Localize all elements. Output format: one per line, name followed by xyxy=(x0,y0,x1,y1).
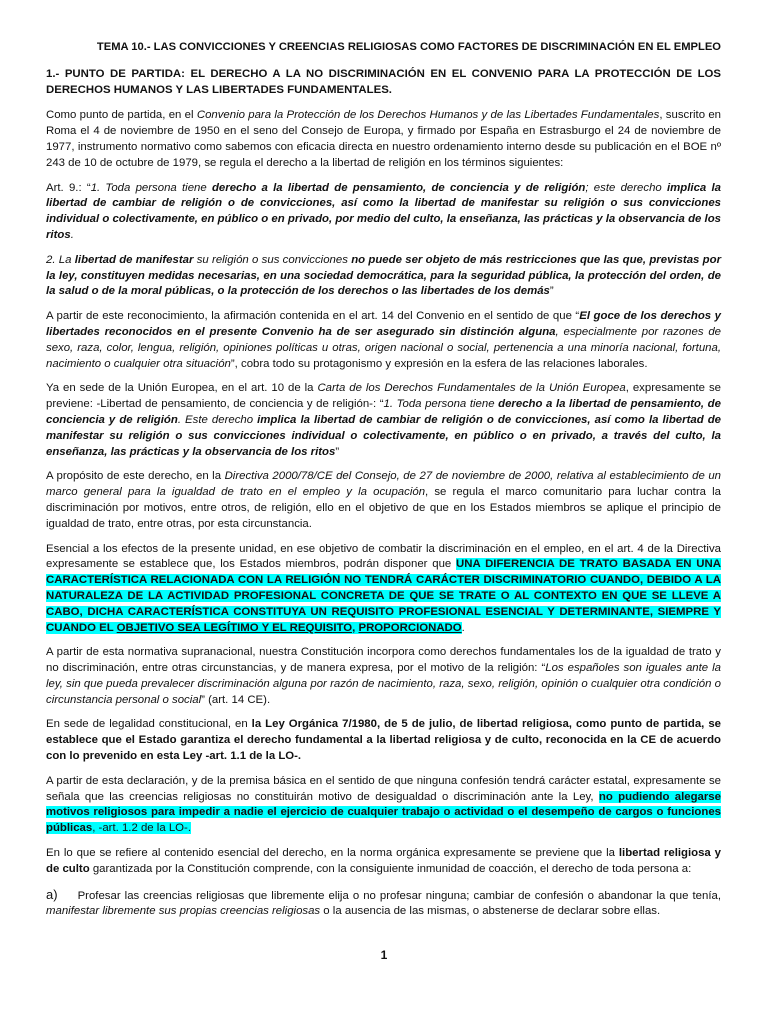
highlighted-underlined-text: PROPORCIONADO xyxy=(358,621,462,634)
paragraph-art9-1: Art. 9.: “1. Toda persona tiene derecho a la libertad de pensamiento, de conciencia y de religión; este derecho implica la libertad de cambiar de religión o de convicciones, así como la libertad de manifestar su religión o sus convicciones individual o colectivamente, en público o en privado, por medio del culto, la enseñanza, las prácticas y la observancia de los ritos. xyxy=(46,181,721,241)
paragraph-convenio-intro: Como punto de partida, en el Convenio para la Protección de los Derechos Humanos y de las Libertades Fundamentales, suscrito en Roma el 4 de noviembre de 1950 en el seno del Consejo de Europa, y firmado por España en Estrasburgo el 24 de noviembre de 1977, instrumento normativo como sabemos con eficacia directa en nuestro ordenamiento interno desde su publicación en el BOE nº 243 de 10 de octubre de 1979, se regula el derecho a la libertad de religión en los términos siguientes: xyxy=(46,109,721,169)
document-page xyxy=(46,40,721,929)
list-letter: a) xyxy=(46,886,58,902)
list-item-a: a) Profesar las creencias religiosas que libremente elija o no profesar ninguna; cambiar de confesión o abandonar la que tenía, manifestar libremente sus propias creencias religiosas o la ausencia de las mismas, o abstenerse de declarar sobre ellas. xyxy=(46,886,721,918)
paragraph-art4-directiva: Esencial a los efectos de la presente unidad, en ese objetivo de combatir la discriminación en el empleo, en el art. 4 de la Directiva expresamente se establece que, los Estados miembros, podrán disponer que UNA DIFERENCIA DE TRATO BASADA EN UNA CARACTERÍSTICA RELACIONADA CON LA RELIGIÓN NO TENDRÁ CARÁCTER DISCRIMINATORIO CUANDO, DEBIDO A LA NATURALEZA DE LA ACTIVIDAD PROFESIONAL CONCRETA DE QUE SE TRATE O AL CONTEXTO EN QUE SE LLEVE A CABO, DICHA CARACTERÍSTICA CONSTITUYA UN REQUISITO PROFESIONAL ESENCIAL Y DETERMINANTE, SIEMPRE Y CUANDO EL OBJETIVO SEA LEGÍTIMO Y EL REQUISITO, PROPORCIONADO. xyxy=(46,542,721,634)
document-title: TEMA 10.- LAS CONVICCIONES Y CREENCIAS RELIGIOSAS COMO FACTORES DE DISCRIMINACIÓN EN EL EMPLEO xyxy=(96,41,721,53)
section-heading-1: 1.- PUNTO DE PARTIDA: EL DERECHO A LA NO DISCRIMINACIÓN EN EL CONVENIO PARA LA PROTECCIÓN DE LOS DERECHOS HUMANOS Y LAS LIBERTADES FUNDAMENTALES. xyxy=(46,67,721,96)
highlighted-underlined-text: OBJETIVO SEA LEGÍTIMO Y EL REQUISITO xyxy=(116,621,353,634)
paragraph-premisa: A partir de esta declaración, y de la premisa básica en el sentido de que ninguna confesión tendrá carácter estatal, expresamente se señala que las creencias religiosas no constituirán motivo de desigualdad o discriminación ante la Ley, no pudiendo alegarse motivos religiosos para impedir a nadie el ejercicio de cualquier trabajo o actividad o el desempeño de cargos o funciones públicas, -art. 1.2 de la LO-. xyxy=(46,774,721,835)
highlighted-text: UNA DIFERENCIA DE TRATO BASADA EN UNA CARACTERÍSTICA RELACIONADA CON LA RELIGIÓN NO TENDRÁ CARÁCTER DISCRIMINATORIO CUANDO, DEBIDO A LA NATURALEZA DE LA ACTIVIDAD PROFESIONAL CONCRETA DE QUE SE TRATE O AL CONTEXTO EN QUE SE LLEVE A CABO, DICHA CARACTERÍSTICA CONSTITUYA UN REQUISITO PROFESIONAL ESENCIAL Y DETERMINANTE, SIEMPRE Y CUANDO EL xyxy=(46,558,721,634)
paragraph-carta-ue: Ya en sede de la Unión Europea, en el art. 10 de la Carta de los Derechos Fundamentales de la Unión Europea, expresamente se previene: -Libertad de pensamiento, de conciencia y de religión-: “1. Toda persona tiene derecho a la libertad de pensamiento, de conciencia y de religión. Este derecho implica la libertad de cambiar de religión o de convicciones, así como la libertad de manifestar su religión o sus convicciones individual o colectivamente, en público o en privado, a través del culto, la enseñanza, las prácticas y la observancia de los ritos” xyxy=(46,382,722,458)
page-number: 1 xyxy=(380,948,388,962)
paragraph-contenido-esencial: En lo que se refiere al contenido esencial del derecho, en la norma orgánica expresamente se previene que la libertad religiosa y de culto garantizada por la Constitución comprende, con la consiguiente inmunidad de coacción, el derecho de toda persona a: xyxy=(46,847,721,875)
highlighted-text: no pudiendo alegarse motivos religiosos para impedir a nadie el ejercicio de cualquier trabajo o actividad o el desempeño de cargos o funciones públicas xyxy=(46,790,721,835)
paragraph-ley-organica: En sede de legalidad constitucional, en la Ley Orgánica 7/1980, de 5 de julio, de libertad religiosa, como punto de partida, se establece que el Estado garantiza el derecho fundamental a la libertad religiosa y de culto, reconocida en la CE de acuerdo con lo prevenido en esta Ley -art. 1.1 de la LO-. xyxy=(46,718,721,763)
paragraph-art14: A partir de este reconocimiento, la afirmación contenida en el art. 14 del Convenio en el sentido de que “El goce de los derechos y libertades reconocidos en el presente Convenio ha de ser asegurado sin distinción alguna, especialmente por razones de sexo, raza, color, lengua, religión, opiniones políticas u otras, origen nacional o social, pertenencia a una minoría nacional, fortuna, nacimiento o cualquier otra situación”, cobra todo su protagonismo y expresión en la esfera de las relaciones laborales. xyxy=(46,310,721,370)
paragraph-constitucion: A partir de esta normativa supranacional, nuestra Constitución incorpora como derechos fundamentales los de la igualdad de trato y no discriminación, entre otras circunstancias, y de manera expresa, por el motivo de la religión: “Los españoles son iguales ante la ley, sin que pueda prevalecer discriminación alguna por razón de nacimiento, raza, sexo, religión, opinión o cualquier otra condición o circunstancia personal o social” (art. 14 CE). xyxy=(46,646,721,706)
paragraph-directiva: A propósito de este derecho, en la Directiva 2000/78/CE del Consejo, de 27 de noviembre de 2000, relativa al establecimiento de un marco general para la igualdad de trato en el empleo y la ocupación, se regula el marco comunitario para luchar contra la discriminación por motivos, entre otros, de religión, ello en el objetivo de que en los Estados miembros se aplique el principio de igualdad de trato, entre otras, por esta circunstancia. xyxy=(46,470,721,530)
paragraph-art9-2: 2. La libertad de manifestar su religión o sus convicciones no puede ser objeto de más restricciones que las que, previstas por la ley, constituyen medidas necesarias, en una sociedad democrática, para la seguridad pública, la protección del orden, de la salud o de la moral públicas, o la protección de los derechos o las libertades de los demás” xyxy=(46,253,722,298)
